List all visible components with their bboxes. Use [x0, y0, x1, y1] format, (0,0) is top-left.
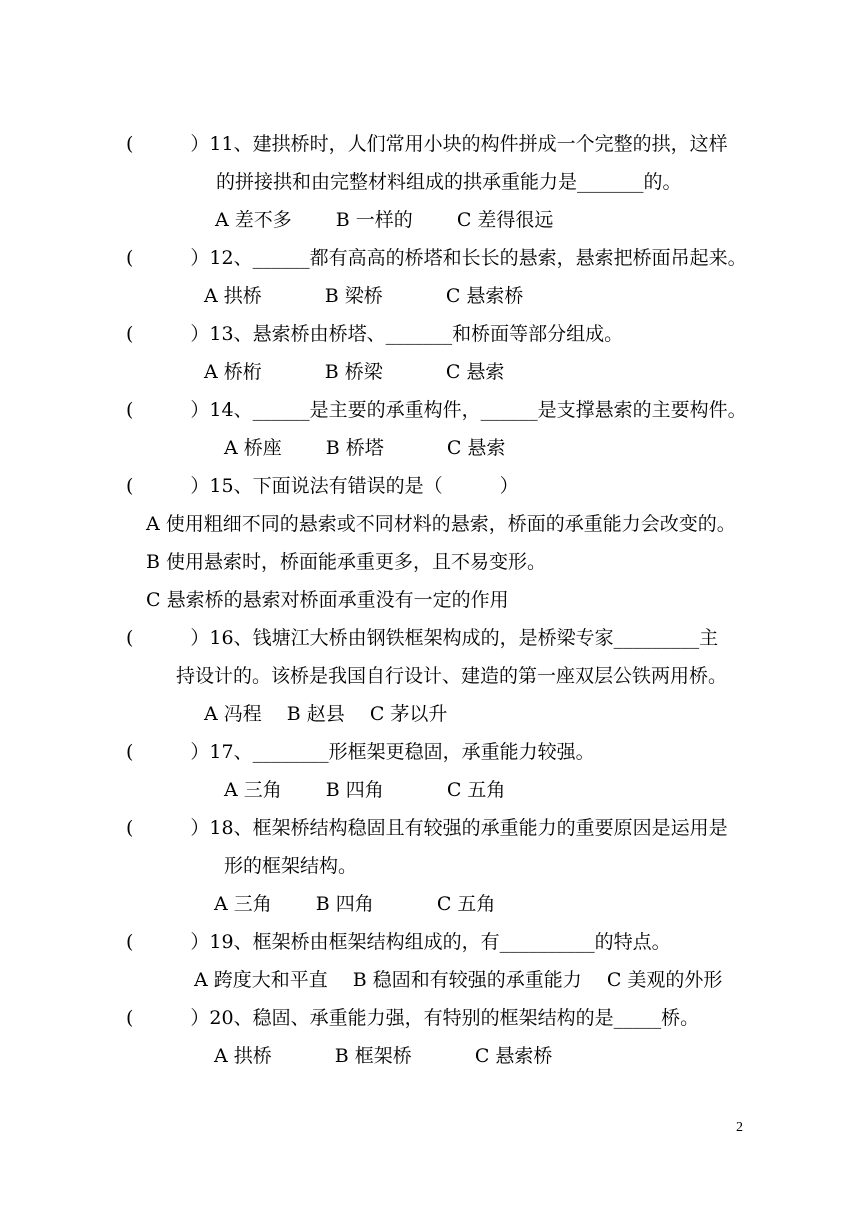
question-11-line-2: 的拼接拱和由完整材料组成的拱承重能力是_______的。 — [216, 171, 682, 193]
question-11-options: A 差不多 B 一样的 C 差得很远 — [215, 209, 554, 231]
question-18-options: A 三角 B 四角 C 五角 — [214, 893, 496, 915]
question-18-line-2: 形的框架结构。 — [224, 855, 358, 877]
question-16-options: A 冯程 B 赵县 C 茅以升 — [204, 703, 448, 725]
question-15-option-c: C 悬索桥的悬索对桥面承重没有一定的作用 — [146, 589, 509, 611]
question-13-line-1: ( ）13、悬索桥由桥塔、_______和桥面等部分组成。 — [126, 323, 624, 345]
question-17-line-1: ( ）17、________形框架更稳固，承重能力较强。 — [126, 741, 595, 763]
question-12-options: A 拱桥 B 梁桥 C 悬索桥 — [204, 285, 524, 307]
question-14-options: A 桥座 B 桥塔 C 悬索 — [224, 437, 506, 459]
question-16-line-2: 持设计的。该桥是我国自行设计、建造的第一座双层公铁两用桥。 — [176, 665, 728, 687]
question-20-options: A 拱桥 B 框架桥 C 悬索桥 — [214, 1045, 553, 1067]
question-14-line-1: ( ）14、______是主要的承重构件，______是支撑悬索的主要构件。 — [126, 399, 747, 421]
question-12-line-1: ( ）12、______都有高高的桥塔和长长的悬索，悬索把桥面吊起来。 — [126, 247, 747, 269]
question-11-line-1: ( ）11、建拱桥时，人们常用小块的构件拼成一个完整的拱，这样 — [126, 133, 728, 155]
page-number: 2 — [736, 1120, 743, 1135]
question-13-options: A 桥桁 B 桥梁 C 悬索 — [204, 361, 505, 383]
question-18-line-1: ( ）18、框架桥结构稳固且有较强的承重能力的重要原因是运用是 — [126, 817, 728, 839]
question-20-line-1: ( ）20、稳固、承重能力强，有特别的框架结构的是_____桥。 — [126, 1007, 700, 1029]
question-16-line-1: ( ）16、钱塘江大桥由钢铁框架构成的，是桥梁专家_________主 — [126, 627, 719, 649]
question-15-line-1: ( ）15、下面说法有错误的是（ ） — [126, 475, 519, 497]
question-17-options: A 三角 B 四角 C 五角 — [224, 779, 506, 801]
question-19-options: A 跨度大和平直 B 稳固和有较强的承重能力 C 美观的外形 — [194, 969, 723, 991]
question-19-line-1: ( ）19、框架桥由框架结构组成的，有__________的特点。 — [126, 931, 671, 953]
question-15-option-b: B 使用悬索时，桥面能承重更多，且不易变形。 — [146, 551, 547, 573]
question-15-option-a: A 使用粗细不同的悬索或不同材料的悬索，桥面的承重能力会改变的。 — [146, 513, 736, 535]
